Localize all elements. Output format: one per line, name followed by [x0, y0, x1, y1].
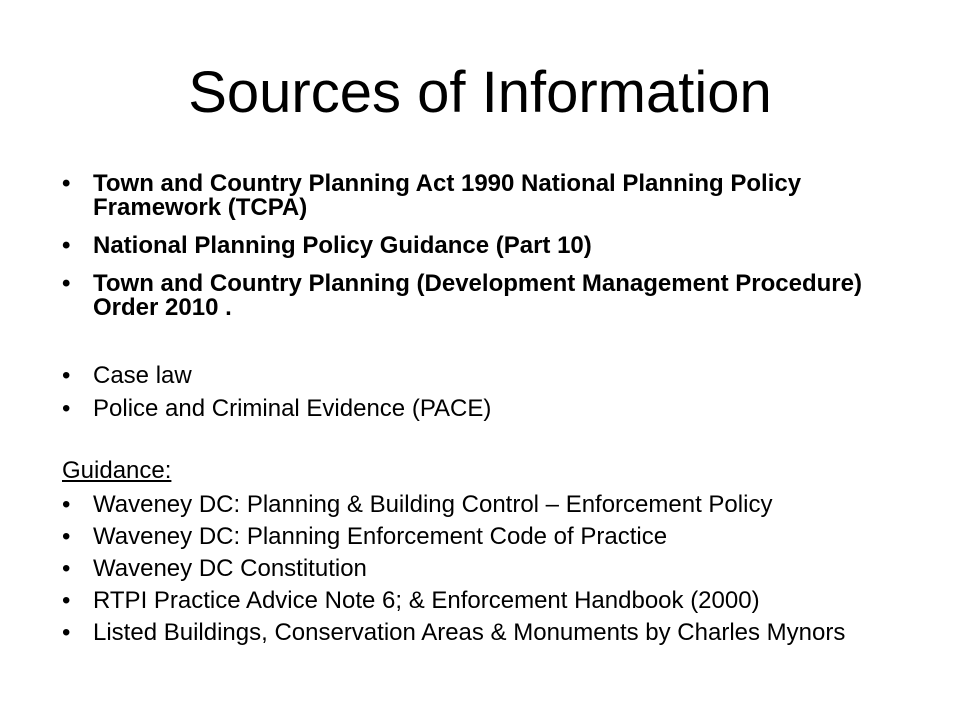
- slide-title: Sources of Information: [188, 60, 772, 125]
- list-item: • Town and Country Planning (Development Management Procedure) Order 2010 .: [62, 272, 902, 320]
- list-item: • Waveney DC: Planning & Building Control – Enforcement Policy: [62, 493, 902, 517]
- guidance-list: [62, 493, 902, 645]
- list-item: • Waveney DC Constitution: [62, 557, 902, 581]
- list-item: • Police and Criminal Evidence (PACE): [62, 397, 902, 421]
- guidance-heading: Guidance:: [62, 457, 172, 484]
- list-item: • Case law: [62, 364, 902, 388]
- list-item: • Listed Buildings, Conservation Areas & Monuments by Charles Mynors: [62, 621, 902, 645]
- legislation-list: [62, 172, 902, 320]
- list-item: • Town and Country Planning Act 1990 National Planning Policy Framework (TCPA): [62, 172, 902, 220]
- list-item: • RTPI Practice Advice Note 6; & Enforcement Handbook (2000): [62, 589, 902, 613]
- spacer: [62, 320, 902, 364]
- other-sources-list: [62, 364, 902, 421]
- list-item: • National Planning Policy Guidance (Part 10): [62, 234, 902, 258]
- list-item: • Waveney DC: Planning Enforcement Code of Practice: [62, 525, 902, 549]
- slide-content: [62, 172, 902, 645]
- spacer: [62, 421, 902, 459]
